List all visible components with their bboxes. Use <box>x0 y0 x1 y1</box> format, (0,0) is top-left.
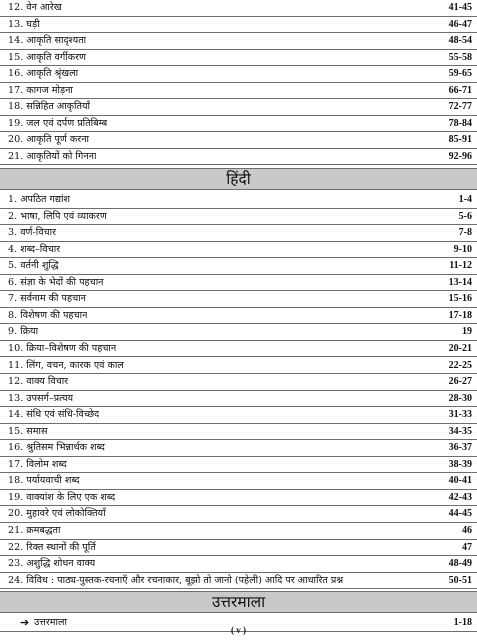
toc-row[interactable] <box>0 440 477 457</box>
toc-row[interactable] <box>0 83 477 100</box>
toc-row-page: 92-96 <box>448 150 472 162</box>
toc-row[interactable] <box>0 540 477 557</box>
toc-row-page: 13-14 <box>448 276 472 288</box>
toc-row[interactable] <box>0 506 477 523</box>
toc-row[interactable] <box>0 209 477 226</box>
toc-row-label: 15. आकृति वर्गीकरण <box>8 51 86 63</box>
section-title: उत्तरमाला <box>211 593 266 611</box>
toc-row[interactable] <box>0 308 477 325</box>
toc-row-label: 17. विलोम शब्द <box>8 458 67 470</box>
toc-row[interactable] <box>0 374 477 391</box>
toc-row-label: उत्तरमाला <box>34 617 68 628</box>
toc-row[interactable] <box>0 490 477 507</box>
toc-row[interactable] <box>0 457 477 474</box>
toc-row-page: 7-8 <box>458 227 472 239</box>
toc-row[interactable] <box>0 192 477 209</box>
toc-row-label: 11. लिंग, वचन, कारक एवं काल <box>8 359 124 371</box>
toc-row[interactable] <box>0 573 477 590</box>
toc-row-label: 6. संज्ञा के भेदों की पहचान <box>8 276 104 288</box>
toc-row[interactable] <box>0 99 477 116</box>
toc-row-label: 4. शब्द–विचार <box>8 243 61 255</box>
toc-row-page: 59-65 <box>448 68 472 80</box>
section-header-answers <box>0 591 477 613</box>
toc-row-page: 85-91 <box>448 134 472 146</box>
toc-row-label: 12. वेन आरेख <box>8 2 62 13</box>
toc-row-page: 38-39 <box>448 458 472 470</box>
toc-row-label: 1. अपठित गद्यांश <box>8 194 71 205</box>
toc-row-label: 18. पर्यायवाची शब्द <box>8 475 80 487</box>
toc-row-page: 1-4 <box>458 194 472 205</box>
toc-row-page: 50-51 <box>448 574 472 586</box>
toc-row-label: 21. क्रमबद्धता <box>8 525 61 536</box>
toc-row-page: 9-10 <box>453 243 472 255</box>
section-header-hindi <box>0 168 477 190</box>
toc-row[interactable] <box>0 225 477 242</box>
footer-page-number: ( v ) <box>231 625 246 635</box>
toc-row-page: 5-6 <box>458 210 472 222</box>
toc-row[interactable] <box>0 242 477 259</box>
arrow-right-icon: ➔ <box>20 616 30 629</box>
toc-row-label: 22. रिक्त स्थानों की पूर्ति <box>8 541 96 553</box>
toc-row[interactable] <box>0 50 477 67</box>
toc-row[interactable] <box>0 291 477 308</box>
toc-row-page: 78-84 <box>448 117 472 129</box>
toc-row-label: 24. विविध : पाठ्य-पुस्तक-रचनाएँ और रचनाकार, बूझो तो जानो (पहेली) आदि पर आधारित प्रश्न <box>8 574 344 586</box>
toc-row-page: 44-45 <box>448 508 472 520</box>
toc-row[interactable] <box>0 341 477 358</box>
toc-row-page: 11-12 <box>449 260 472 272</box>
toc-row-label: 23. अशुद्धि शोधन वाक्य <box>8 558 96 570</box>
toc-row-page: 46 <box>462 525 472 536</box>
toc-row-page: 28-30 <box>448 392 472 404</box>
toc-row[interactable] <box>0 275 477 292</box>
toc-row-label: 19. जल एवं दर्पण प्रतिबिम्ब <box>8 117 108 129</box>
toc-row-page: 34-35 <box>448 425 472 437</box>
toc-row-label: 19. वाक्यांश के लिए एक शब्द <box>8 491 116 503</box>
toc-row-page: 19 <box>462 326 472 338</box>
toc-row-label: 15. समास <box>8 425 48 437</box>
toc-row[interactable] <box>0 258 477 275</box>
toc-row-page: 40-41 <box>448 475 472 487</box>
toc-row-page: 66-71 <box>448 84 472 96</box>
toc-row-page: 72-77 <box>448 101 472 113</box>
toc-row[interactable] <box>0 116 477 133</box>
toc-row-label: 2. भाषा, लिपि एवं व्याकरण <box>8 210 107 222</box>
toc-row-label: 14. संधि एवं संधि-विच्छेद <box>8 409 100 421</box>
toc-row[interactable] <box>0 407 477 424</box>
toc-row-label: 8. विशेषण की पहचान <box>8 309 88 321</box>
toc-row[interactable] <box>0 556 477 573</box>
toc-row-page: 26-27 <box>448 376 472 388</box>
toc-row-page: 17-18 <box>448 309 472 321</box>
toc-row-page: 55-58 <box>448 51 472 63</box>
toc-row-page: 41-45 <box>448 2 472 13</box>
toc-row-label: 18. सन्निहित आकृतियाँ <box>8 101 91 113</box>
toc-row-page: 42-43 <box>448 491 472 503</box>
toc-row-page: 15-16 <box>448 293 472 305</box>
toc-row-label: 10. क्रिया–विशेषण की पहचान <box>8 342 117 354</box>
toc-row-label: 12. वाक्य विचार <box>8 376 69 388</box>
toc-row-label: 14. आकृति सादृश्यता <box>8 35 87 47</box>
toc-row[interactable] <box>0 391 477 408</box>
section-title: हिंदी <box>226 170 251 188</box>
toc-row-label: 16. आकृति श्रृंखला <box>8 68 79 80</box>
toc-row[interactable] <box>0 149 477 166</box>
toc-row-page: 1-18 <box>453 617 472 628</box>
toc-row-label: 13. उपसर्ग–प्रत्यय <box>8 392 74 404</box>
toc-row-label: 13. घड़ी <box>8 18 40 30</box>
toc-row-page: 47 <box>462 541 472 553</box>
toc-row[interactable] <box>0 132 477 149</box>
toc-row[interactable] <box>0 66 477 83</box>
toc-row-page: 48-49 <box>448 558 472 570</box>
toc-row-label: 7. सर्वनाम की पहचान <box>8 293 86 305</box>
toc-row[interactable] <box>0 424 477 441</box>
toc-row[interactable] <box>0 33 477 50</box>
toc-row-page: 46-47 <box>448 18 472 30</box>
toc-row-label: 21. आकृतियों को गिनना <box>8 150 97 162</box>
toc-row[interactable] <box>0 0 477 17</box>
toc-row-page: 20-21 <box>448 342 472 354</box>
toc-row-label: 3. वर्ण-विचार <box>8 227 57 239</box>
toc-row-label: 5. वर्तनी शुद्धि <box>8 260 59 272</box>
toc-row[interactable] <box>0 358 477 375</box>
toc-row-label: 20. आकृति पूर्ण करना <box>8 134 90 146</box>
toc-row[interactable] <box>0 473 477 490</box>
toc-row-page: 36-37 <box>448 442 472 454</box>
toc-row-page: 31-33 <box>448 409 472 421</box>
toc-row-page: 48-54 <box>448 35 472 47</box>
toc-row-page: 22-25 <box>448 359 472 371</box>
toc-row-label: 17. कागज मोड़ना <box>8 84 73 96</box>
toc-row-label: 16. श्रुतिसम भिन्नार्थक शब्द <box>8 442 105 454</box>
toc-row-label: 9. क्रिया <box>8 326 39 338</box>
toc-row[interactable] <box>0 324 477 341</box>
toc-row-label: 20. मुहावरे एवं लोकोक्तियाँ <box>8 508 106 520</box>
toc-row[interactable] <box>0 523 477 540</box>
toc-row[interactable] <box>0 17 477 34</box>
